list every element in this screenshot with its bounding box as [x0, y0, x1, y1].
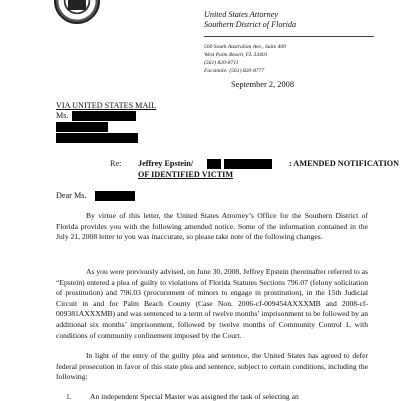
office-title: United States Attorney	[204, 10, 278, 19]
redacted-recipient-name	[72, 111, 136, 121]
address-phone: (561) 820-8711	[204, 60, 239, 66]
salutation	[56, 191, 86, 200]
office-district: Southern District of Florida	[204, 20, 297, 29]
redacted-recipient-address-1	[56, 122, 108, 132]
paragraph-plea-details: As you were previously advised, on June 30, 2008, Jeffrey Epstein (hereinafter referred to as “Epstein) entered a plea of guilty to violations of Florida Statutes Sections 796.07 (felony solicitation of prostitution) and 796.03 (procurement of minors to engage in prostitution), in the 15th Judicial Circuit in and for Palm Beach County (Case Non. 2006-cf-009454AXXXMB and 2008-cf-009381AXXXMB) and was sentenced to a term of twelve months’ imprisonment to be followed by an additional six months’ imprisonment, followed by twelve months of Community Control 1, with conditions of community confinement imposed by the Court.	[56, 267, 368, 340]
letterhead-divider	[204, 36, 374, 37]
address-street: 500 South Australian Ave., Suite 400	[204, 44, 286, 50]
paragraph-amended-notice: By virtue of this letter, the United States Attorney’s Office for the Southern District of Florida provides you with the following amended notice. Some of the information contained in the July 21, 2008 letter to you was inaccurate, so please take note of the following changes.	[56, 211, 368, 242]
redacted-salutation-name	[95, 191, 135, 201]
department-seal-icon	[54, 0, 100, 24]
re-subject-line2: OF IDENTIFIED VICTIM	[138, 170, 234, 179]
address-fax: Facsimile: (561) 820-8777	[204, 68, 265, 74]
redacted-recipient-address-2	[56, 133, 138, 143]
list-item-number: 1.	[66, 392, 72, 401]
delivery-method: VIA UNITED STATES MAIL	[56, 101, 157, 110]
recipient-line	[56, 111, 69, 120]
list-item-text: An independent Special Master was assigned the task of selecting an	[90, 392, 299, 401]
re-title-part1: : AMENDED NOTIFICATION	[289, 159, 400, 168]
redacted-victim-name-2	[224, 159, 272, 169]
re-name: Jeffrey Epstein/	[138, 159, 194, 168]
letterhead-office	[204, 10, 296, 30]
salutation-text: Dear Ms.	[56, 191, 87, 200]
paragraph-deferral: In light of the entry of the guilty plea and sentence, the United States has agreed to defer federal prosecution in favor of this state plea and sentence, subject to certain conditions, including the following:	[56, 351, 368, 382]
letterhead-address	[204, 43, 286, 75]
re-label: Re:	[110, 159, 122, 168]
redacted-victim-name-1	[207, 159, 221, 169]
address-city: West Palm Beach, FL 33401	[204, 52, 268, 58]
recipient-prefix: Ms.	[56, 111, 69, 120]
letter-date: September 2, 2008	[231, 80, 295, 89]
